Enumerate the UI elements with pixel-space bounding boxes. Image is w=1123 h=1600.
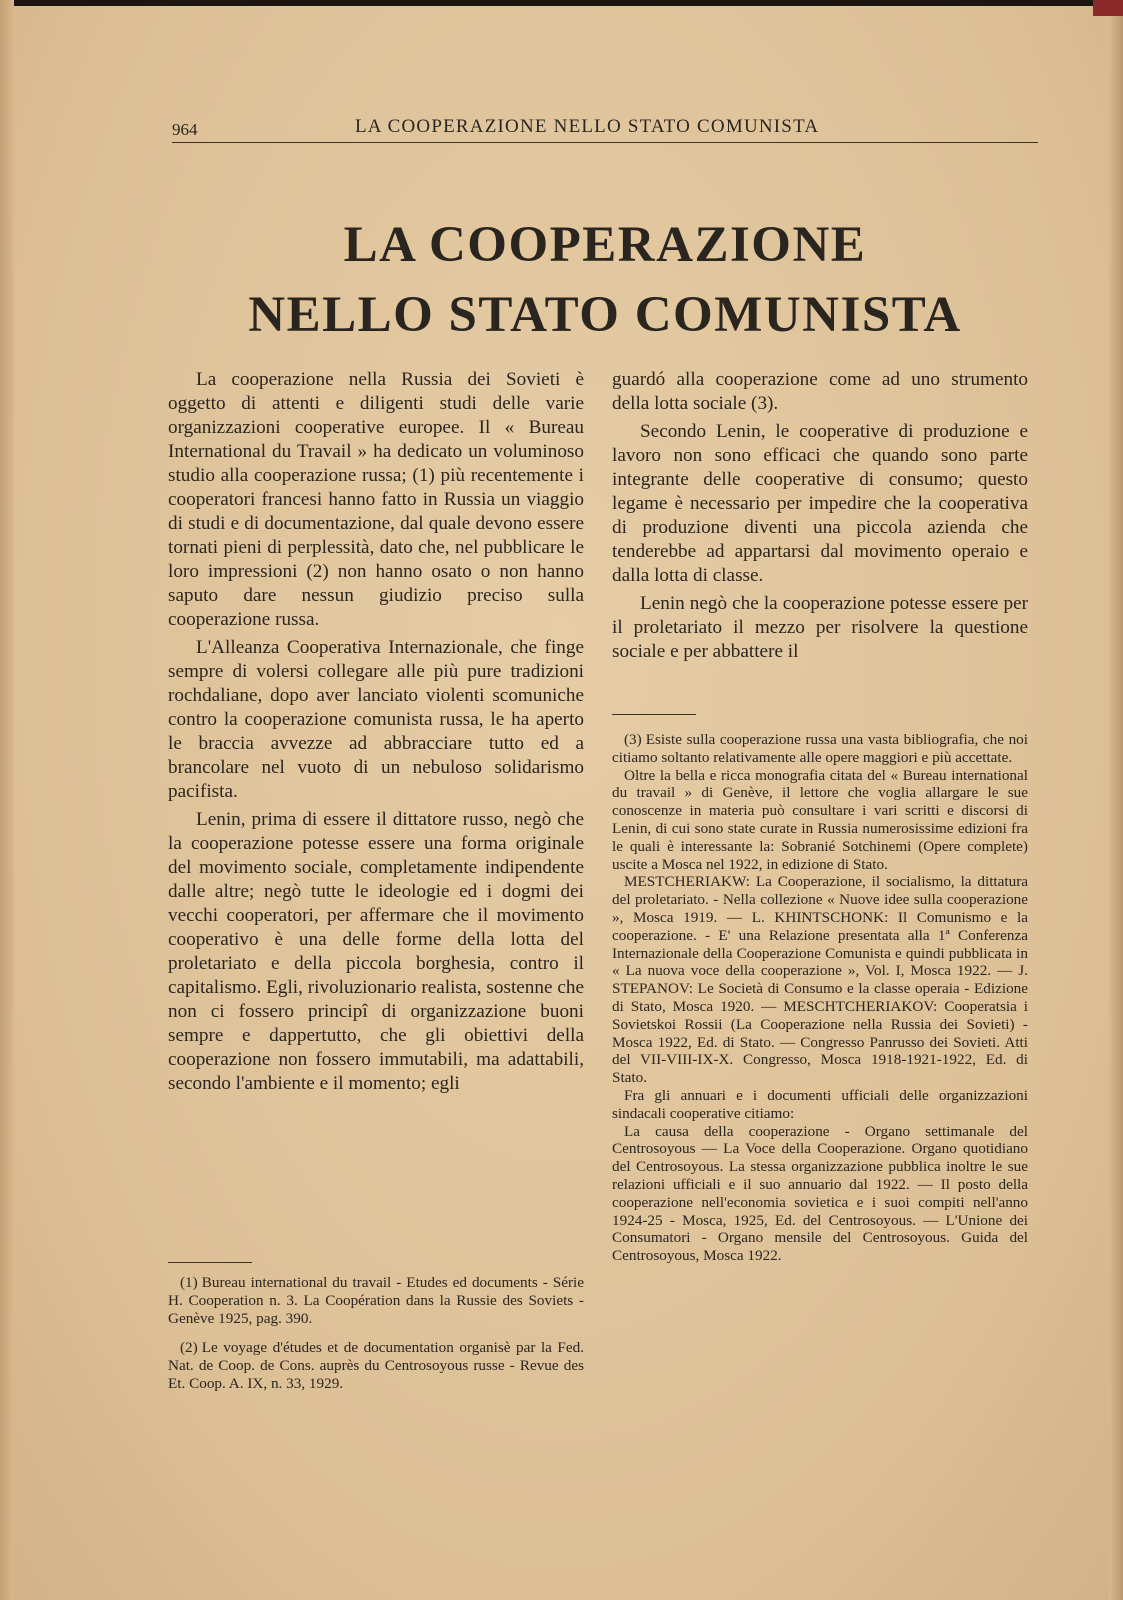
footnote-label: (2): [180, 1339, 198, 1357]
footnote-text: MESTCHERIAKW: La Cooperazione, il socialismo, la dittatura del proletariato. - Nella collezione « Nuove idee sulla cooperazione », Mosca 1919. — L. KHINTSCHONK: Il Comunismo e la cooperazione. - E' una Relazione presentata alla 1ª Conferenza Internazionale della Cooperazione Comunista e quindi pubblicata in « La nuova voce della cooperazione », Vol. I, Mosca 1922. — J. STEPANOV: Le Società di Consumo e la classe operaia - Edizione di Stato, Mosca 1920. — MESCHTCHERIAKOV: Cooperatsia i Sovietskoi Rossii (La Cooperazione nella Russia dei Sovieti) - Mosca 1922, Ed. di Stato. — Congresso Panrusso dei Sovieti. Atti del VII-VIII-IX-X. Congresso, Mosca 1918-1921-1922, Ed. di Stato.: [612, 873, 1028, 1087]
footnote-label: (1): [180, 1274, 198, 1291]
paragraph: Secondo Lenin, le cooperative di produzione e lavoro non sono efficaci che quando sono parte integrante delle cooperative di consumo; questo legame è necessario per impedire che la cooperativa di produzione diventi una piccola azienda che tenderebbe ad appartarsi dal movimento operaio e dalla lotta di classe.: [612, 421, 1028, 586]
paragraph: guardó alla cooperazione come ad uno strumento della lotta sociale (3).: [612, 369, 1028, 414]
paragraph: Lenin negò che la cooperazione potesse essere per il proletariato il mezzo per risolvere la questione sociale e per abbattere il: [612, 593, 1028, 662]
footnote: [612, 767, 1028, 874]
footnote: [612, 1123, 1028, 1265]
title-line-2: NELLO STATO COMUNISTA: [248, 287, 962, 343]
footnote-text: Esiste sulla cooperazione russa una vasta bibliografia, che noi citiamo soltanto relativamente alle opere maggiori e più accettate.: [612, 731, 1028, 766]
right-column: [612, 368, 1028, 664]
paragraph: L'Alleanza Cooperativa Internazionale, che finge sempre di volersi collegare alle più pure tradizioni rochdaliane, dopo aver lanciato violenti scomuniche contro la cooperazione comunista russa, le ha aperto le braccia avvezze ad abbracciare tutto ed a brancolare nel vuoto di un nebuloso solidarismo pacifista.: [168, 637, 584, 802]
footnote: [612, 1087, 1028, 1123]
footnote-text: Le voyage d'études et de documentation organisè par la Fed. Nat. de Coop. de Cons. auprès du Centrosoyous russe - Revue des Et. Coop. A. IX, n. 33, 1929.: [168, 1339, 584, 1392]
scan-edge-left: [0, 0, 14, 1600]
footnotes-left: [168, 1262, 584, 1405]
footnote-rule: [612, 714, 696, 715]
footnote: [612, 873, 1028, 1087]
footnote-text: La causa della cooperazione - Organo settimanale del Centrosoyous — La Voce della Cooperazione. Organo quotidiano del Centrosoyous. La stessa organizzazione pubblica inoltre le sue relazioni ufficiali e il suo annuario dal 1922. — Il posto della cooperazione nell'economia sovietica e i suoi compiti nell'anno 1924-25 - Mosca, 1925, Ed. del Centrosoyous. — L'Unione dei Consumatori - Organo mensile del Centrosoyous. Guida del Centrosoyous, Mosca 1922.: [612, 1122, 1028, 1265]
left-column: [168, 368, 584, 1096]
paragraph: Lenin, prima di essere il dittatore russo, negò che la cooperazione potesse essere una forma originale del movimento sociale, completamente indipendente dalle altre; negò tutte le ideologie ed i dogmi dei vecchi cooperatori, per affermare che il movimento cooperativo è una delle forme della lotta del proletariato e della piccola borghesia, contro il capitalismo. Egli, rivoluzionario realista, sostenne che non ci fossero principî di organizzazione buoni sempre e dappertutto, che gli obiettivi della cooperazione non fossero immutabili, ma adattabili, secondo l'ambiente e il momento; egli: [168, 809, 584, 1094]
footnote: [612, 731, 1028, 767]
footnote-text: Oltre la bella e ricca monografia citata del « Bureau international du travail » di Genève, il lettore che voglia allargare le sue conoscenze in materia può consultare i vari scritti e discorsi di Lenin, di cui sono state curate in Russia numerosissime edizioni fra le quali è interessante la: Sobranié Sotchinemi (Opere complete) uscite a Mosca nel 1922, in edizione di Stato.: [612, 766, 1028, 873]
page-number: 964: [172, 120, 198, 139]
footnote-label: (3): [624, 731, 642, 748]
title-line-1: LA COOPERAZIONE: [343, 217, 867, 273]
footnotes-right: [612, 731, 1028, 1265]
scan-edge-top: [0, 0, 1123, 6]
scan-edge-right: [1109, 0, 1123, 1600]
footnote: [168, 1274, 584, 1327]
footnote-text: Bureau international du travail - Etudes ed documents - Série H. Cooperation n. 3. La Coopération dans la Russie des Soviets - Genève 1925, pag. 390.: [168, 1274, 584, 1327]
paragraph: La cooperazione nella Russia dei Sovieti è oggetto di attenti e diligenti studi delle varie organizzazioni cooperative europee. Il « Bureau International du Travail » ha dedicato un voluminoso studio alla cooperazione russa; (1) più recentemente i cooperatori francesi hanno fatto in Russia un viaggio di studi e di documentazione, dal quale devono essere tornati pieni di perplessità, dato che, nel pubblicare le loro impressioni (2) non hanno osato o non hanno saputo dare nessun giudizio preciso sulla cooperazione russa.: [168, 369, 584, 630]
running-title: LA COOPERAZIONE NELLO STATO COMUNISTA: [355, 116, 820, 137]
article-title: [172, 210, 1038, 350]
corner-mark: [1093, 0, 1123, 16]
footnote-text: Fra gli annuari e i documenti ufficiali delle organizzazioni sindacali cooperative citiamo:: [612, 1086, 1028, 1122]
running-head: [172, 114, 1038, 143]
footnote: [168, 1339, 584, 1392]
